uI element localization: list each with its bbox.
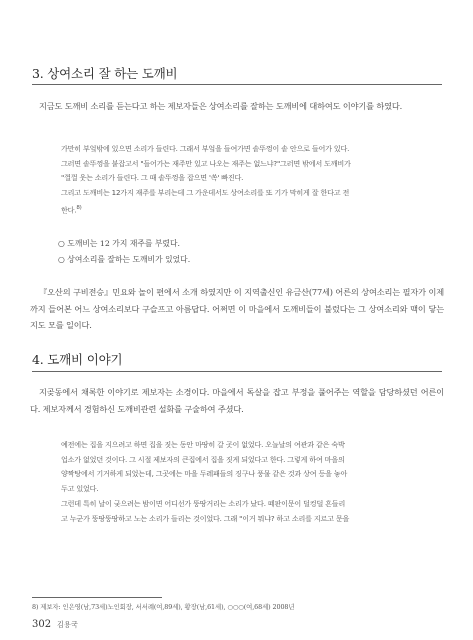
quote-line	[61, 201, 417, 218]
quote-line: 그리고 도깨비는 12가지 재주를 부리는데 그 가운데서도 상여소리를 또 기가 막히게 잘 한다고 전	[61, 188, 350, 198]
quote-line: 그런데 특히 날이 궂으려는 밤이면 어디선가 뚱땅거리는 소리가 났다. 떼판이문이 덜컹덜 흔들리	[61, 498, 346, 508]
quote-line: 업소가 없었던 것이다. 그 시절 제보자의 큰집에서 집을 짓게 되었다고 한다. 그렇게 하여 마을의	[61, 454, 345, 464]
bullet-item: ○ 상여소리를 잘하는 도깨비가 있었다.	[58, 255, 191, 264]
quote-line: 양짝탕에서 기거하게 되었는데, 그곳에는 마을 두레패들의 징구나 풍물 같은 것과 상여 등을 놓아	[61, 469, 348, 479]
quote-line: 예전에는 집을 지으려고 하면 집을 짓는 동안 마땅히 갈 곳이 없었다. 오늘날의 여관과 같은 숙박	[61, 440, 345, 449]
section-4-intro-paragraph: 지곶동에서 채록한 이야기로 제보자는 소경이다. 마을에서 독살을 잡고 부정을 풀어주는 역할을 담당하셨던 어른이다. 제보자께서 경험하신 도깨비관련 설화를 구술하여 주셨다.	[30, 387, 444, 414]
page-footer	[32, 619, 78, 630]
quote-line: 두고 있었다.	[61, 484, 99, 494]
quote-line: "껄껄 웃는 소리가 들린다. 그 때 솥뚜껑을 잡으면 '쏙' 빠진다.	[61, 173, 244, 183]
section-4-rule	[32, 371, 442, 372]
section-3-heading: 3. 상여소리 잘 하는 도깨비	[32, 66, 178, 81]
quote-line: 고 누군가 뚱땅뚱땅하고 노는 소리가 들리는 것이었다. 그래 "이거 뭐냐? 하고 소리를 지르고 문을	[61, 513, 350, 523]
section-3-bullet-list	[58, 236, 190, 268]
page-number: 302	[32, 619, 52, 630]
footnote-text: 8) 제보자: 인은영(남,73세)노인회장, 서서례(여,89세), 황장(남,61세), ○○○(여,68세) 2008년	[32, 603, 295, 611]
section-4-quote-block	[61, 438, 417, 526]
section-3-closing-paragraph: 『오산의 구비전승』민요와 놀이 편에서 소개 하였지만 이 지역출신인 유금산(77세) 어른의 상여소리는 필자가 이제까지 들어본 어느 상여소리보다 구슬프고 아름답다. 어쩌면 이 마을에서 도깨비들이 불렀다는 그 상여소리와 맥이 닿는 지도 모를 일이다.	[30, 287, 444, 330]
section-3-quote-block	[61, 142, 417, 218]
author-name: 김용국	[56, 620, 78, 629]
footnote-divider	[32, 597, 162, 598]
bullet-item: ○ 도깨비는 12 가지 재주를 부렸다.	[58, 239, 180, 248]
section-4-heading: 4. 도깨비 이야기	[32, 352, 123, 367]
section-3-intro-paragraph: 지금도 도깨비 소리를 듣는다고 하는 제보자들은 상여소리를 잘하는 도깨비에 대하여도 이야기를 하였다.	[39, 101, 403, 111]
footnote-marker: 8)	[76, 204, 82, 211]
quote-line: 그러면 솥뚜껑을 붙잡고서 "들어가는 재주만 있고 나오는 재주는 없느냐?"그러면 밖에서 도깨비가	[61, 158, 351, 168]
section-3-rule	[32, 84, 442, 85]
quote-line-text: 한다.	[61, 205, 77, 215]
quote-line: 가만히 부엌밖에 있으면 소리가 들린다. 그래서 부엌을 들여가면 솥뚜껑이 솥 안으로 들어가 있다.	[61, 144, 350, 153]
